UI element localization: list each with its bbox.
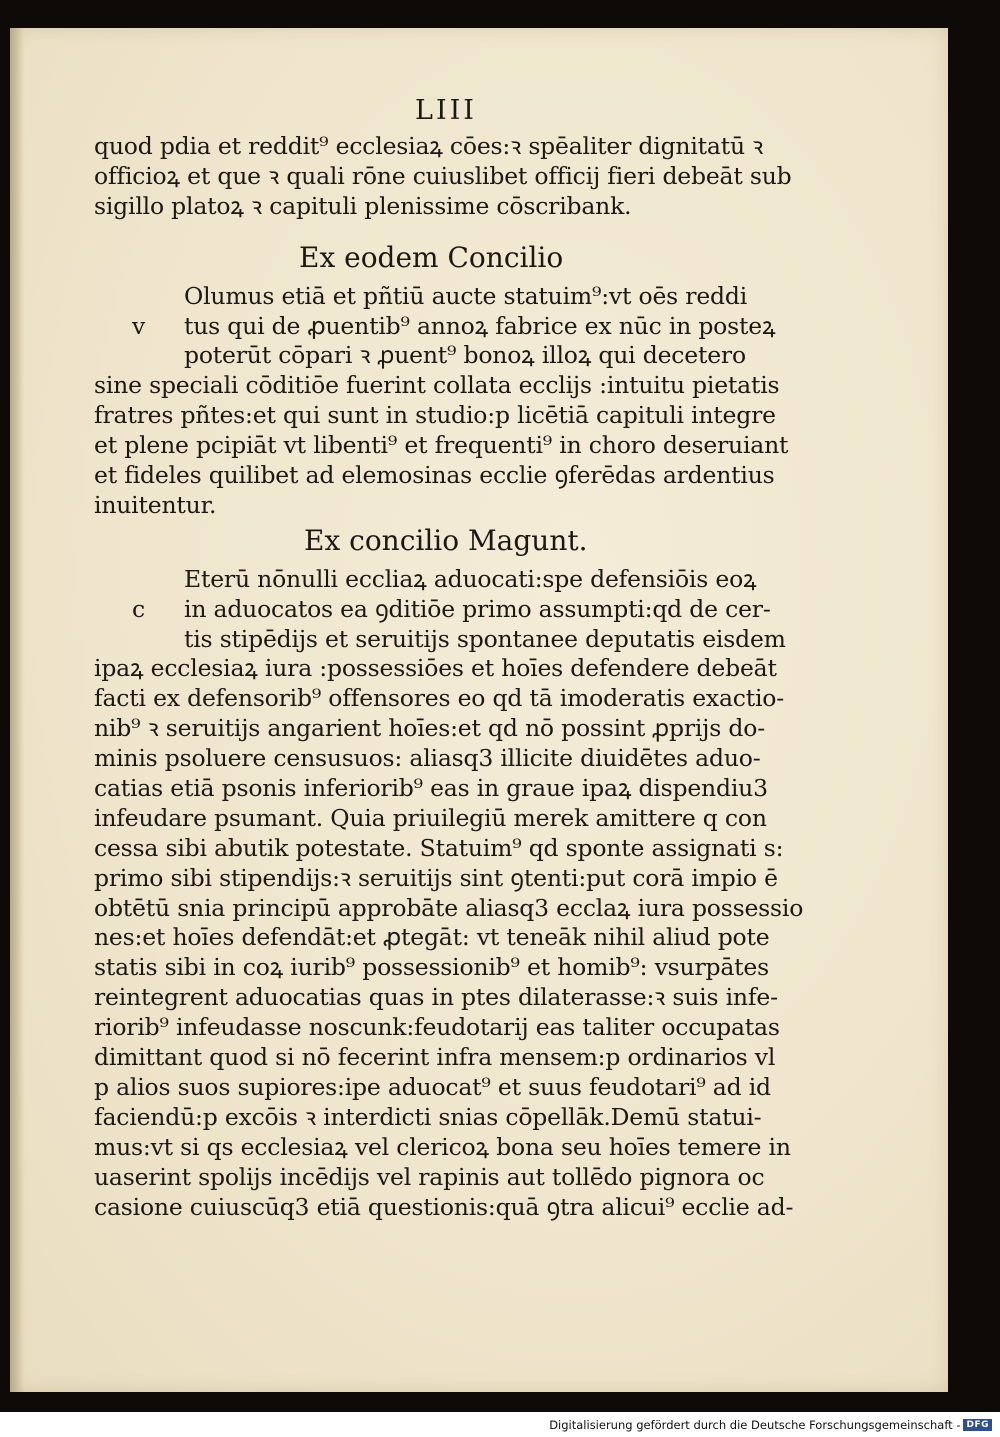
- page-gutter-shadow: [10, 28, 24, 1392]
- text-line: mus:vt si qs ecclesiaꝝ vel clericoꝝ bona seu hoīes temere in: [94, 1132, 791, 1161]
- text-block: [94, 90, 814, 1222]
- text-line: minis psoluere censusuos: aliasq3 illicite diuidētes aduo-: [94, 744, 761, 773]
- text-line: et plene pcipiāt vt libenti⁹ et frequenti⁹ in choro deseruiant: [94, 431, 789, 460]
- text-line: inuitentur.: [94, 490, 217, 519]
- text-line: statis sibi in coꝝ iurib⁹ possessionib⁹ et homib⁹: vsurpātes: [94, 953, 769, 982]
- text-line: officioꝝ et que ꝛ quali rōne cuiuslibet officij fieri debeāt sub: [94, 161, 792, 190]
- text-line: ipaꝝ ecclesiaꝝ iura :possessiōes et hoīes defendere debeāt: [94, 654, 777, 683]
- text-line: nib⁹ ꝛ seruitijs angarient hoīes:et qd nō possint ꝓprijs do-: [94, 714, 765, 743]
- text-line: sine speciali cōditiōe fuerint collata ecclijs :intuitu pietatis: [94, 371, 780, 400]
- section-1: [94, 132, 814, 222]
- text-line: fratres pñtes:et qui sunt in studio:p licētiā capituli integre: [94, 401, 776, 430]
- footer-credit: [549, 1418, 992, 1432]
- text-line-content: tis stipēdijs et seruitijs spontanee deputatis eisdem: [184, 624, 786, 653]
- folio-number: LIII: [415, 95, 477, 126]
- text-line: obtētū snia principū approbāte aliasq3 ecclaꝝ iura possessio: [94, 893, 804, 922]
- text-line: uaserint spolijs incēdijs vel rapinis aut tollēdo pignora oc: [94, 1162, 765, 1191]
- heading-ex-eodem-concilio: Ex eodem Concilio: [299, 240, 564, 274]
- text-line: p alios suos supiores:ipe aduocat⁹ et suus feudotari⁹ ad id: [94, 1072, 771, 1101]
- dfg-logo: DFG: [963, 1419, 992, 1431]
- text-line-content: Eterū nōnulli eccliaꝝ aduocati:spe defensiōis eoꝝ: [184, 564, 757, 593]
- footer-text: Digitalisierung gefördert durch die Deutsche Forschungsgemeinschaft -: [549, 1418, 961, 1432]
- guide-letter: c: [132, 594, 145, 623]
- text-line: casione cuiuscūq3 etiā questionis:quā ꝯtra alicui⁹ ecclie ad-: [94, 1192, 794, 1221]
- text-line: quod pdia et reddit⁹ ecclesiaꝝ cōes:ꝛ spēaliter dignitatū ꝛ: [94, 132, 764, 160]
- section-2: [94, 282, 814, 521]
- text-line: infeudare psumant. Quia priuilegiū merek amittere q con: [94, 803, 767, 832]
- section-3: [94, 565, 814, 1223]
- text-line: [94, 341, 814, 371]
- text-line: faciendū:p excōis ꝛ interdicti snias cōpellāk.Demū statui-: [94, 1102, 762, 1131]
- text-line: [94, 625, 814, 655]
- text-line: facti ex defensorib⁹ offensores eo qd tā imoderatis exactio-: [94, 684, 784, 713]
- text-line: sigillo platoꝝ ꝛ capituli plenissime cōscribank.: [94, 191, 632, 220]
- text-line: primo sibi stipendijs:ꝛ seruitijs sint ꝯtenti:put corā impio ē: [94, 863, 778, 892]
- text-line: [94, 282, 814, 312]
- text-line: nes:et hoīes defendāt:et ꝓtegāt: vt teneāk nihil aliud pote: [94, 923, 770, 952]
- heading-ex-concilio-magunt: Ex concilio Magunt.: [304, 523, 588, 557]
- text-line-content: tus qui de ꝓuentib⁹ annoꝝ fabrice ex nūc in posteꝝ: [184, 311, 776, 340]
- text-line: et fideles quilibet ad elemosinas ecclie ꝯferēdas ardentius: [94, 461, 775, 490]
- text-line: riorib⁹ infeudasse noscunk:feudotarij eas taliter occupatas: [94, 1013, 780, 1042]
- book-page: [10, 28, 948, 1392]
- guide-letter: v: [132, 311, 146, 340]
- text-line: [94, 565, 814, 595]
- text-line-content: in aduocatos ea ꝯditiōe primo assumpti:qd de cer-: [184, 594, 771, 623]
- text-line: reintegrent aduocatias quas in ptes dilaterasse:ꝛ suis infe-: [94, 983, 778, 1012]
- text-line: cessa sibi abutik potestate. Statuim⁹ qd sponte assignati s:: [94, 833, 784, 862]
- text-line: [94, 312, 814, 342]
- text-line: dimittant quod si nō fecerint infra mensem:p ordinarios vl: [94, 1043, 776, 1072]
- text-line-content: Olumus etiā et pñtiū aucte statuim⁹:vt oēs reddi: [184, 281, 748, 310]
- text-line: [94, 595, 814, 625]
- text-line-content: poterūt cōpari ꝛ ꝓuent⁹ bonoꝝ illoꝝ qui decetero: [184, 341, 746, 370]
- text-line: catias etiā psonis inferiorib⁹ eas in graue ipaꝝ dispendiu3: [94, 774, 768, 803]
